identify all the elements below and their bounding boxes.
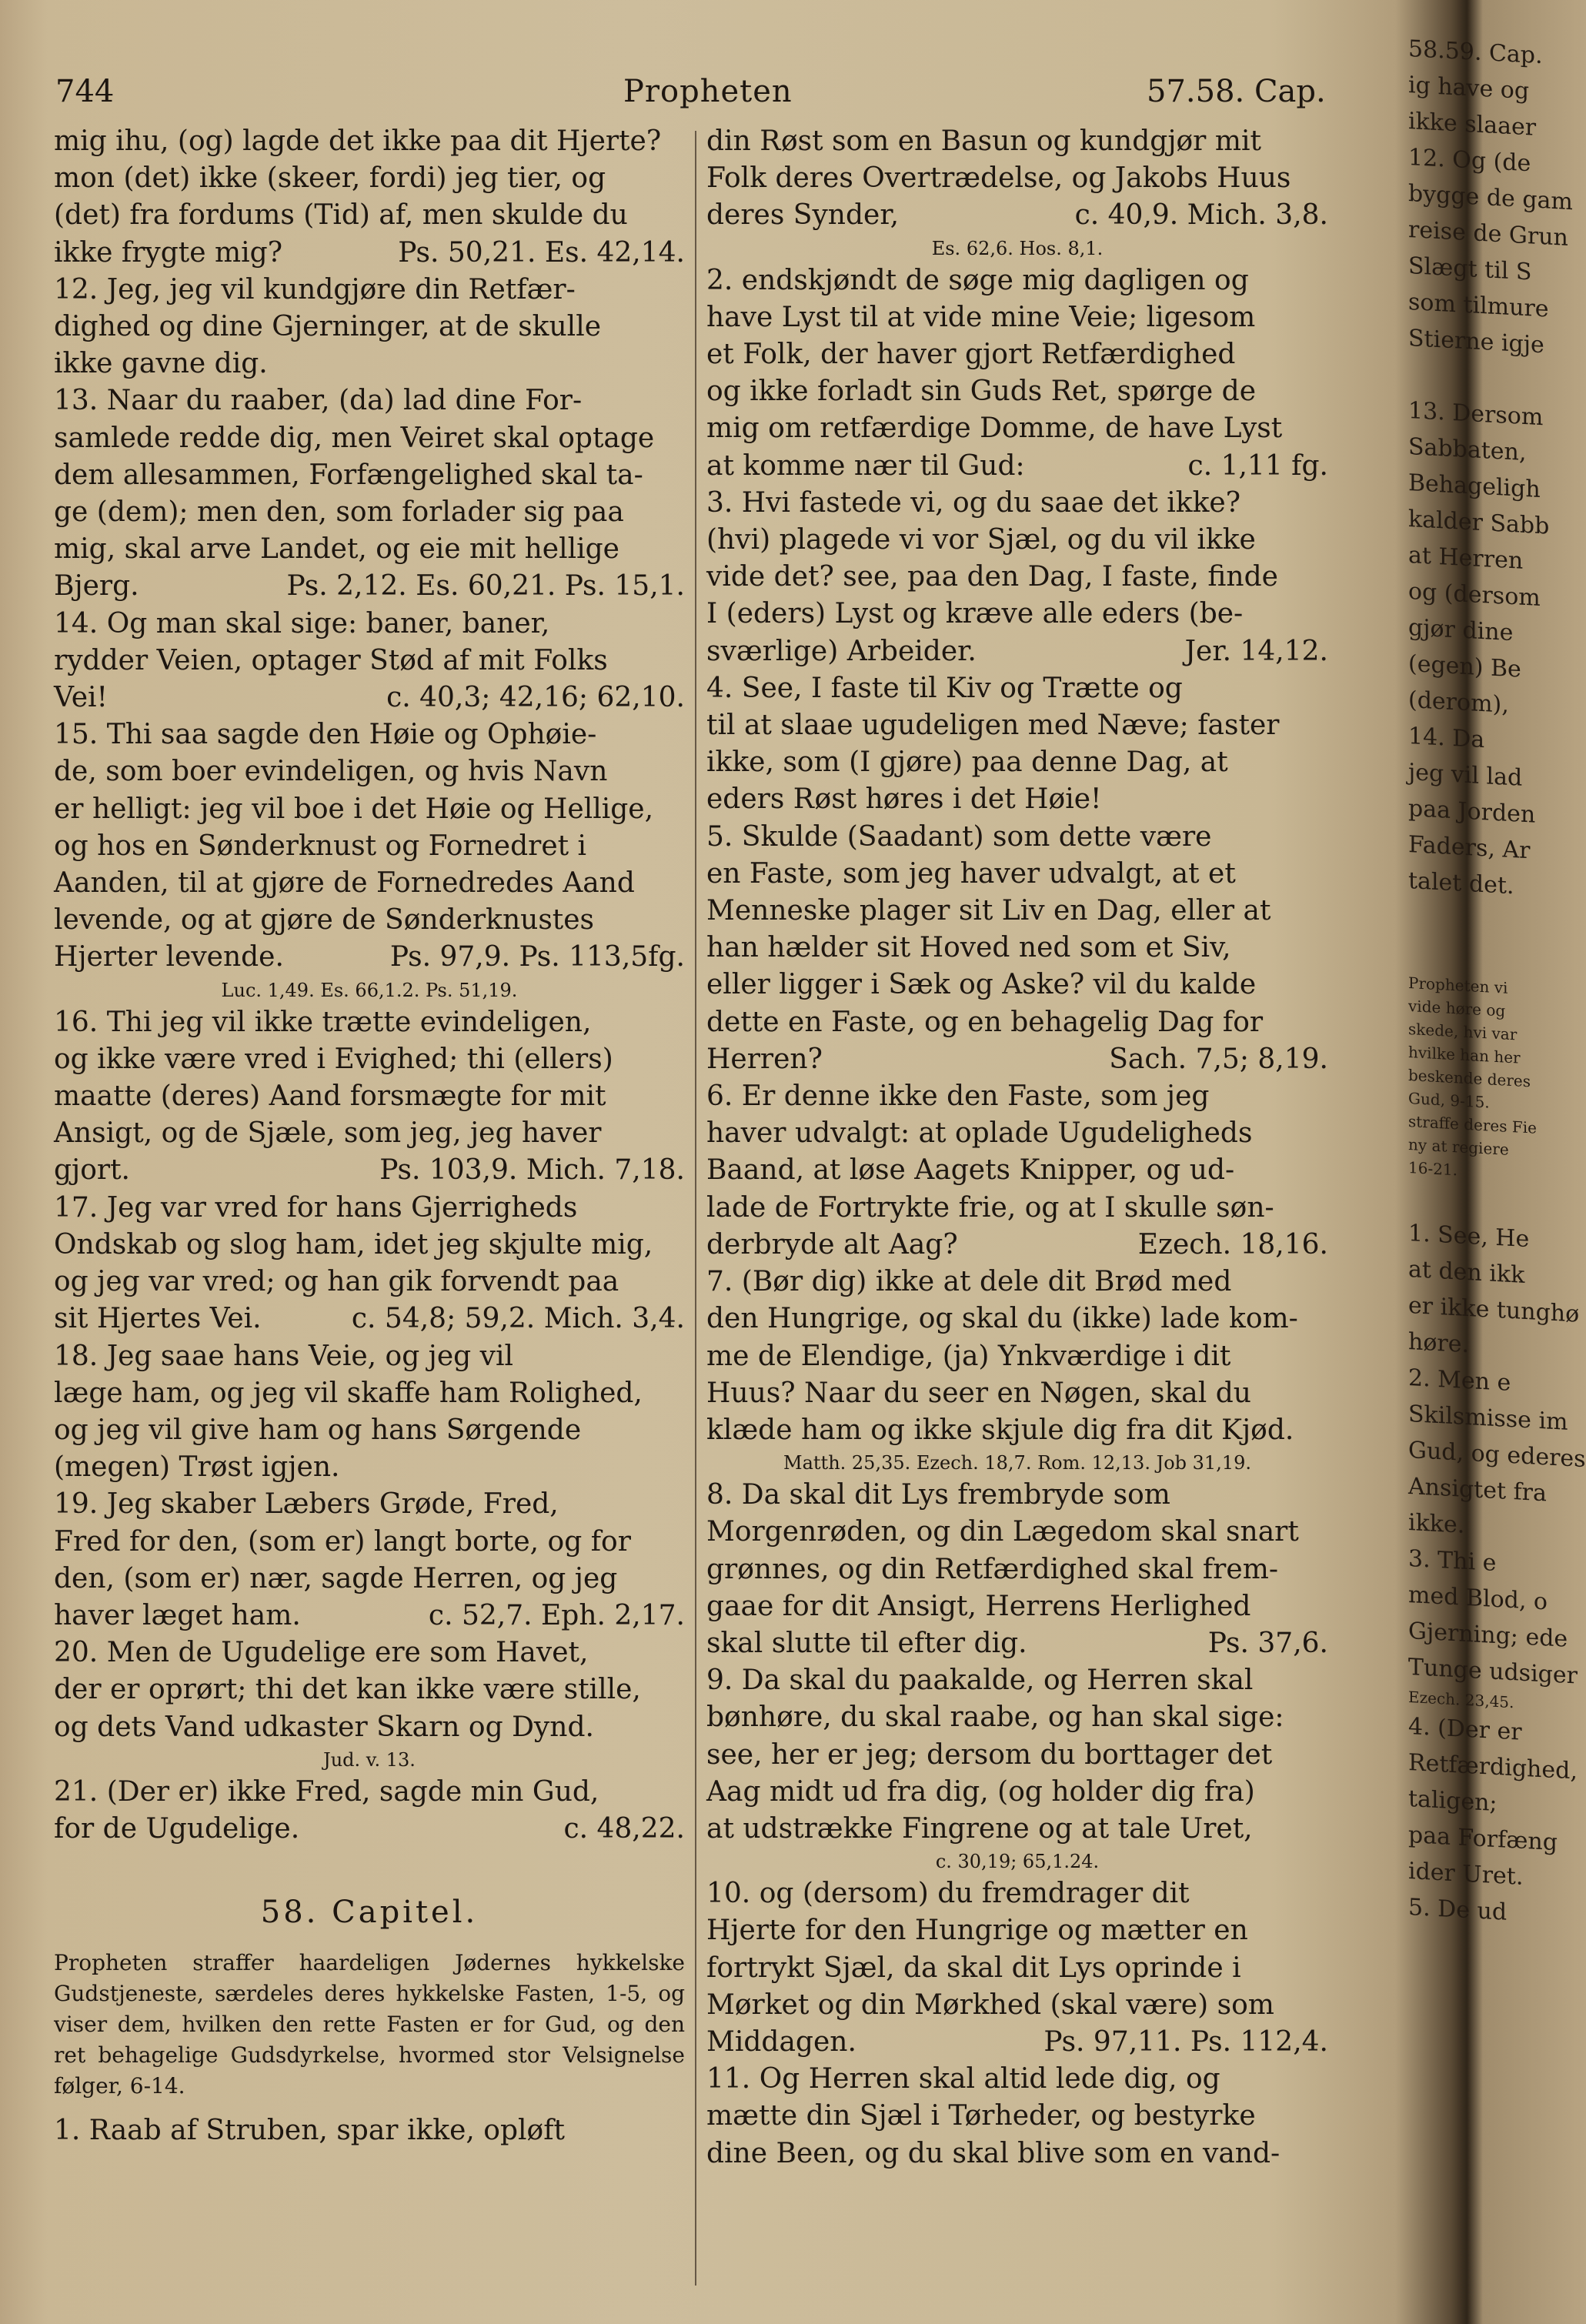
text-line — [706, 410, 1328, 447]
verse-reference: Ps. 97,9. Ps. 113,5fg. — [389, 941, 685, 973]
line-text: 1. See, He — [1408, 1220, 1530, 1254]
line-text: see, her er jeg; dersom du borttager det — [706, 1738, 1273, 1771]
line-text: Aag midt ud fra dig, (og holder dig fra) — [706, 1775, 1255, 1808]
text-line — [706, 336, 1328, 373]
line-text: 11. Og Herren skal altid lede dig, og — [706, 2063, 1220, 2095]
line-text: 7. (Bør dig) ikke at dele dit Brød med — [706, 1266, 1232, 1298]
line-text: Fred for den, (som er) langt borte, og for — [54, 1525, 631, 1558]
cross-reference-line: c. 30,19; 65,1.24. — [935, 1851, 1100, 1873]
line-text: Menneske plager sit Liv en Dag, eller at — [706, 895, 1271, 927]
line-text: vide det? see, paa den Dag, I faste, finde — [706, 561, 1278, 593]
text-line — [706, 781, 1328, 818]
facing-page-fragment — [1408, 31, 1586, 2322]
line-text: mig om retfærdige Domme, de have Lyst — [706, 412, 1283, 445]
cross-reference-line: Es. 62,6. Hos. 8,1. — [931, 237, 1104, 259]
text-line — [706, 856, 1328, 893]
text-line — [54, 716, 685, 753]
line-text: og hos en Sønderknust og Fornedret i — [54, 830, 587, 862]
line-text: haver læget ham. — [54, 1599, 301, 1631]
line-text: talet det. — [1408, 867, 1514, 900]
text-line — [706, 967, 1328, 1003]
line-text: mætte din Sjæl i Tørheder, og bestyrke — [706, 2100, 1256, 2132]
text-line — [706, 485, 1328, 522]
line-text: dette en Faste, og en behagelig Dag for — [706, 1006, 1264, 1038]
verse-reference: c. 40,3; 42,16; 62,10. — [386, 682, 685, 714]
line-text: bønhøre, du skal raabe, og han skal sige: — [706, 1701, 1284, 1734]
line-text: mig ihu, (og) lagde det ikke paa dit Hjerte? — [54, 125, 662, 157]
text-line — [706, 819, 1328, 856]
text-line — [54, 1041, 685, 1078]
line-text: og ikke være vred i Evighed; thi (ellers) — [54, 1043, 613, 1075]
line-text: jeg vil lad — [1408, 759, 1523, 792]
line-text: skal slutte til efter dig. — [706, 1627, 1027, 1659]
text-line — [706, 893, 1328, 930]
text-line — [54, 1375, 685, 1412]
line-text: dem allesammen, Forfængelighed skal ta- — [54, 459, 643, 491]
text-line — [54, 1264, 685, 1301]
line-text: Ondskab og slog ham, idet jeg skjulte mig, — [54, 1228, 653, 1261]
line-text: maatte (deres) Aand forsmægte for mit — [54, 1080, 606, 1113]
text-line — [54, 1078, 685, 1115]
line-text: 5. Skulde (Saadant) som dette være — [706, 820, 1212, 853]
line-text: haver udvalgt: at oplade Ugudeligheds — [706, 1117, 1253, 1150]
line-text: Skilsmisse im — [1408, 1401, 1568, 1436]
verse-reference: c. 52,7. Eph. 2,17. — [428, 1599, 685, 1631]
text-line — [1408, 863, 1539, 906]
line-text: (derom), — [1408, 686, 1509, 719]
text-line — [54, 643, 685, 680]
text-line — [706, 1588, 1328, 1625]
text-line — [706, 1551, 1328, 1588]
cross-reference-line: Luc. 1,49. Es. 66,1.2. Ps. 51,19. — [221, 979, 518, 1001]
verse-reference: Ps. 97,11. Ps. 112,4. — [1043, 2025, 1328, 2058]
line-text: med Blod, o — [1408, 1581, 1548, 1616]
line-text: 16. Thi jeg vil ikke trætte evindeligen, — [54, 1006, 592, 1038]
text-line — [54, 1152, 685, 1189]
text-line — [54, 382, 685, 419]
line-text: Ansigt, og de Sjæle, som jeg, jeg haver — [54, 1117, 602, 1150]
line-text: eders Røst høres i det Høie! — [706, 783, 1102, 816]
line-text: 10. og (dersom) du fremdrager dit — [706, 1878, 1190, 1910]
text-line — [706, 1412, 1328, 1449]
text-line — [706, 1737, 1328, 1774]
line-text: gjør dine — [1408, 614, 1514, 647]
line-text: de, som boer evindeligen, og hvis Navn — [54, 756, 608, 788]
text-line — [706, 1041, 1328, 1078]
text-line — [54, 1115, 685, 1152]
line-text: 14. Og man skal sige: baner, baner, — [54, 607, 550, 639]
text-line — [706, 1078, 1328, 1115]
text-line — [54, 1811, 685, 1848]
line-text: 12. Jeg, jeg vil kundgjøre din Retfær- — [54, 273, 576, 306]
text-line — [54, 753, 685, 790]
text-line — [706, 1625, 1328, 1662]
line-text: (det) fra fordums (Tid) af, men skulde du — [54, 199, 628, 232]
text-line — [706, 2098, 1328, 2135]
text-line — [706, 197, 1328, 234]
line-text: ikke gavne dig. — [54, 348, 268, 380]
line-text: 13. Naar du raaber, (da) lad dine For- — [54, 385, 583, 417]
cross-reference-line: ny at regiere — [1408, 1135, 1509, 1159]
text-line — [706, 1227, 1328, 1264]
verse-reference: Sach. 7,5; 8,19. — [1109, 1043, 1328, 1075]
line-text: 14. Da — [1408, 723, 1485, 754]
text-line — [54, 1634, 685, 1671]
line-text: kalder Sabb — [1408, 506, 1550, 540]
line-text: Slægt til S — [1408, 252, 1532, 286]
line-text: Mørket og din Mørkhed (skal være) som — [706, 1988, 1274, 2021]
verse-reference: c. 54,8; 59,2. Mich. 3,4. — [351, 1303, 685, 1335]
line-text: ig have og — [1408, 72, 1530, 105]
line-text: dine Been, og du skal blive som en vand- — [706, 2137, 1280, 2169]
left-text-column — [54, 123, 685, 2150]
text-line — [706, 744, 1328, 781]
text-line — [54, 1486, 685, 1523]
text-line — [54, 1561, 685, 1598]
line-text: 13. Dersom — [1408, 397, 1544, 432]
right-text-column — [706, 123, 1328, 2172]
line-text: (hvi) plagede vi vor Sjæl, og du vil ikke — [706, 524, 1256, 556]
line-text: sværlige) Arbeider. — [706, 635, 977, 667]
text-line — [706, 930, 1328, 967]
line-text: og jeg vil give ham og hans Sørgende — [54, 1414, 582, 1446]
text-line — [706, 670, 1328, 707]
line-text: til at slaae ugudeligen med Næve; faster — [706, 710, 1280, 742]
line-text: en Faste, som jeg haver udvalgt, at et — [706, 857, 1236, 890]
verse-reference: Ezech. 18,16. — [1137, 1228, 1328, 1261]
text-line — [706, 299, 1328, 336]
text-line — [54, 160, 685, 197]
line-text: den Hungrige, og skal du (ikke) lade kom- — [706, 1303, 1298, 1335]
line-text: gaae for dit Ansigt, Herrens Herlighed — [706, 1590, 1251, 1622]
text-line — [54, 828, 685, 865]
verse-reference: c. 40,9. Mich. 3,8. — [1074, 199, 1328, 232]
text-line — [706, 1152, 1328, 1189]
line-text: paa Jorden — [1408, 795, 1536, 829]
line-text: derbryde alt Aag? — [706, 1228, 958, 1261]
line-text: rydder Veien, optager Stød af mit Folks — [54, 644, 608, 676]
line-text: 20. Men de Ugudelige ere som Havet, — [54, 1637, 589, 1669]
cross-reference-line: straffe deres Fie — [1408, 1112, 1537, 1137]
line-text: 4. See, I faste til Kiv og Trætte og — [706, 672, 1183, 704]
line-text: 18. Jeg saae hans Veie, og jeg vil — [54, 1340, 514, 1372]
line-text: klæde ham og ikke skjule dig fra dit Kjød. — [706, 1414, 1294, 1446]
line-text: den, (som er) nær, sagde Herren, og jeg — [54, 1562, 618, 1594]
line-text: 3. Thi e — [1408, 1545, 1497, 1577]
line-text: ider Uret. — [1408, 1858, 1524, 1891]
text-line — [54, 2112, 685, 2149]
text-line — [706, 559, 1328, 596]
text-line — [706, 160, 1328, 197]
line-text: me de Elendige, (ja) Ynkværdige i dit — [706, 1340, 1231, 1372]
line-text: 19. Jeg skaber Læbers Grøde, Fred, — [54, 1488, 559, 1521]
line-text: 3. Hvi fastede vi, og du saae det ikke? — [706, 486, 1241, 519]
text-line — [54, 1598, 685, 1634]
text-line — [54, 1671, 685, 1708]
text-line — [54, 606, 685, 643]
line-text: og dets Vand udkaster Skarn og Dynd. — [54, 1711, 594, 1743]
line-text: (egen) Be — [1408, 650, 1521, 683]
text-line — [54, 309, 685, 346]
text-line — [54, 1227, 685, 1264]
text-line — [706, 2024, 1328, 2061]
text-line — [706, 633, 1328, 670]
line-text: lade de Fortrykte frie, og at I skulle søn- — [706, 1191, 1274, 1224]
line-text: ge (dem); men den, som forlader sig paa — [54, 496, 624, 529]
text-line — [706, 262, 1328, 299]
cross-reference-line: beskende deres — [1408, 1066, 1531, 1091]
verse-reference: Jer. 14,12. — [1184, 635, 1328, 667]
line-text: Hjerte for den Hungrige og mætter en — [706, 1915, 1248, 1947]
line-text: Gud, og ederes — [1408, 1437, 1586, 1474]
text-line — [706, 596, 1328, 633]
text-line — [706, 123, 1328, 160]
line-text: paa Forfæng — [1408, 1821, 1558, 1857]
text-line — [706, 1301, 1328, 1337]
text-line — [706, 1662, 1328, 1699]
line-text: dighed og dine Gjerninger, at de skulle — [54, 311, 602, 343]
line-text: mig, skal arve Landet, og eie mit hellige — [54, 533, 619, 566]
line-text: at Herren — [1408, 542, 1524, 575]
line-text: at udstrække Fingrene og at tale Uret, — [706, 1812, 1253, 1845]
line-text: have Lyst til at vide mine Veie; ligesom — [706, 301, 1256, 333]
text-line — [54, 420, 685, 457]
text-line — [54, 457, 685, 494]
text-line — [54, 197, 685, 234]
text-line — [54, 494, 685, 531]
line-text: er ikke tunghø — [1408, 1292, 1580, 1328]
line-text: sit Hjertes Vei. — [54, 1303, 262, 1335]
line-text: taligen; — [1408, 1785, 1498, 1818]
verse-reference: Ps. 2,12. Es. 60,21. Ps. 15,1. — [286, 570, 685, 603]
line-text: 21. (Der er) ikke Fred, sagde min Gud, — [54, 1775, 599, 1808]
cross-reference-line: Jud. v. 13. — [323, 1748, 416, 1771]
line-text: Behageligh — [1408, 469, 1541, 503]
line-text: Retfærdighed, — [1408, 1749, 1578, 1785]
line-text: at den ikk — [1408, 1256, 1525, 1289]
text-line — [1408, 320, 1544, 363]
line-text: 2. Men e — [1408, 1364, 1511, 1397]
line-text: ikke frygte mig? — [54, 236, 283, 269]
text-line — [706, 1514, 1328, 1551]
text-line — [706, 1774, 1328, 1811]
text-line — [54, 1774, 685, 1811]
line-text: levende, og at gjøre de Sønderknustes — [54, 904, 595, 937]
chapter-summary: Propheten straffer haardeligen Jødernes hykkelske Gudstjeneste, særdeles deres hykkelske Fasten, 1-5, og viser dem, hvilken den rette Fasten er for Gud, og den ret behagelige Gudsdyrkelse, hvormed stor Velsignelse følger, 6-14. — [54, 1950, 685, 2099]
line-text: deres Synder, — [706, 199, 900, 232]
line-text: ikke slaaer — [1408, 108, 1537, 142]
line-text: et Folk, der haver gjort Retfærdighed — [706, 339, 1236, 371]
line-text: Baand, at løse Aagets Knipper, og ud- — [706, 1154, 1235, 1187]
line-text: 15. Thi saa sagde den Høie og Ophøie- — [54, 719, 597, 751]
cross-reference-line: skede, hvi var — [1408, 1020, 1518, 1044]
text-line — [54, 346, 685, 382]
line-text: og (dersom — [1408, 578, 1541, 612]
cross-reference-line: 16-21. — [1408, 1158, 1458, 1180]
line-text: ikke. — [1408, 1509, 1465, 1539]
text-line — [706, 2135, 1328, 2172]
line-text: Aanden, til at gjøre de Fornedredes Aand — [54, 867, 635, 900]
cross-reference-line: Ezech. 23,45. — [1408, 1688, 1514, 1712]
line-text: Vei! — [54, 682, 108, 714]
text-line — [706, 1338, 1328, 1375]
line-text: Bjerg. — [54, 570, 139, 603]
line-text: ikke, som (I gjøre) paa denne Dag, at — [706, 746, 1228, 779]
text-line — [54, 1709, 685, 1746]
line-text: Gjerning; ede — [1408, 1618, 1568, 1653]
verse-reference: Ps. 50,21. Es. 42,14. — [398, 236, 685, 269]
line-text: Middagen. — [706, 2025, 856, 2058]
line-text: og ikke forladt sin Guds Ret, spørge de — [706, 376, 1257, 408]
text-line — [706, 1264, 1328, 1301]
cross-reference-line: Matth. 25,35. Ezech. 18,7. Rom. 12,13. Job 31,19. — [783, 1452, 1251, 1474]
line-text: 6. Er denne ikke den Faste, som jeg — [706, 1080, 1210, 1113]
text-line — [706, 1004, 1328, 1041]
text-line — [54, 1338, 685, 1375]
text-line — [54, 568, 685, 605]
text-line — [54, 865, 685, 902]
line-text: samlede redde dig, men Veiret skal optage — [54, 422, 655, 454]
line-text: Ansigtet fra — [1408, 1473, 1547, 1508]
text-line — [54, 791, 685, 828]
line-text: for de Ugudelige. — [54, 1812, 300, 1845]
text-line — [54, 1449, 685, 1486]
text-line — [706, 1875, 1328, 1912]
line-text: 2. endskjøndt de søge mig dagligen og — [706, 264, 1249, 296]
verse-reference: Ps. 37,6. — [1207, 1627, 1328, 1659]
line-text: at komme nær til Gud: — [706, 449, 1025, 482]
text-line — [706, 2061, 1328, 2098]
text-line — [54, 1004, 685, 1041]
line-text: høre. — [1408, 1328, 1470, 1359]
text-line — [706, 373, 1328, 410]
text-line — [54, 1301, 685, 1337]
text-line — [1408, 1889, 1539, 1932]
text-line — [54, 235, 685, 272]
line-text: I (eders) Lyst og kræve alle eders (be- — [706, 598, 1244, 630]
text-line — [706, 1987, 1328, 2024]
chapter-heading: 58. Capitel. — [260, 1895, 479, 1931]
text-line — [706, 448, 1328, 485]
cross-reference-line: vide høre og — [1408, 997, 1506, 1020]
line-text: 5. De ud — [1408, 1894, 1508, 1926]
text-line — [706, 1477, 1328, 1514]
line-text: 8. Da skal dit Lys frembryde som — [706, 1479, 1170, 1511]
text-line — [706, 707, 1328, 744]
line-text: Morgenrøden, og din Lægedom skal snart — [706, 1516, 1299, 1548]
text-line — [54, 680, 685, 716]
text-line — [54, 939, 685, 976]
chapter-indicator: 57.58. Cap. — [1147, 74, 1326, 109]
line-text: mon (det) ikke (skeer, fordi) jeg tier, og — [54, 162, 606, 195]
text-line — [54, 123, 685, 160]
text-line — [706, 1811, 1328, 1848]
text-line — [706, 1699, 1328, 1736]
line-text: han hælder sit Hoved ned som et Siv, — [706, 932, 1231, 964]
column-divider — [695, 131, 696, 2286]
line-text: gjort. — [54, 1154, 130, 1187]
text-line — [54, 531, 685, 568]
line-text: 12. Og (de — [1408, 144, 1531, 178]
line-text: Herren? — [706, 1043, 823, 1075]
line-text: 4. (Der er — [1408, 1713, 1522, 1746]
line-text: der er oprørt; thi det kan ikke være stille, — [54, 1674, 641, 1706]
line-text: læge ham, og jeg vil skaffe ham Rolighed, — [54, 1377, 643, 1409]
line-text: 17. Jeg var vred for hans Gjerrigheds — [54, 1191, 578, 1224]
text-line — [54, 1190, 685, 1227]
line-text: bygge de gam — [1408, 180, 1573, 216]
line-text: Hjerter levende. — [54, 941, 284, 973]
page-number: 744 — [55, 74, 115, 109]
text-line — [54, 1524, 685, 1561]
text-line — [54, 1412, 685, 1449]
line-text: Faders, Ar — [1408, 831, 1531, 865]
line-text: er helligt: jeg vil boe i det Høie og Hellige, — [54, 793, 654, 825]
text-line — [706, 1950, 1328, 1987]
verse-reference: c. 48,22. — [563, 1812, 685, 1845]
line-text: 9. Da skal du paakalde, og Herren skal — [706, 1665, 1254, 1697]
line-text: reise de Grun — [1408, 216, 1568, 252]
line-text: Huus? Naar du seer en Nøgen, skal du — [706, 1377, 1251, 1409]
text-line — [54, 272, 685, 309]
verse-reference: c. 1,11 fg. — [1187, 449, 1328, 482]
text-line — [706, 1912, 1328, 1949]
cross-reference-line: hvilke han her — [1408, 1043, 1521, 1067]
line-text: Sabbaten, — [1408, 433, 1527, 467]
line-text: (megen) Trøst igjen. — [54, 1451, 340, 1484]
text-line — [54, 902, 685, 939]
line-text: 58.59. Cap. — [1408, 35, 1543, 70]
line-text: Folk deres Overtrædelse, og Jakobs Huus — [706, 162, 1291, 195]
line-text: Stierne igje — [1408, 325, 1544, 359]
line-text: eller ligger i Sæk og Aske? vil du kalde — [706, 969, 1257, 1001]
text-line — [706, 1375, 1328, 1412]
cross-reference-line: Propheten vi — [1408, 973, 1508, 997]
line-text: som tilmure — [1408, 289, 1549, 323]
verse-reference: Ps. 103,9. Mich. 7,18. — [379, 1154, 685, 1187]
cross-reference-line: Gud, 9-15. — [1408, 1089, 1490, 1112]
running-title: Propheten — [623, 74, 793, 109]
text-line — [706, 1115, 1328, 1152]
line-text: grønnes, og din Retfærdighed skal frem- — [706, 1553, 1278, 1585]
line-text: din Røst som en Basun og kundgjør mit — [706, 125, 1261, 157]
line-text: 1. Raab af Struben, spar ikke, opløft — [54, 2115, 565, 2147]
line-text: Tunge udsiger — [1408, 1654, 1578, 1690]
text-line — [706, 522, 1328, 559]
text-line — [706, 1190, 1328, 1227]
line-text: fortrykt Sjæl, da skal dit Lys oprinde i — [706, 1952, 1241, 1984]
line-text: og jeg var vred; og han gik forvendt paa — [54, 1266, 619, 1298]
